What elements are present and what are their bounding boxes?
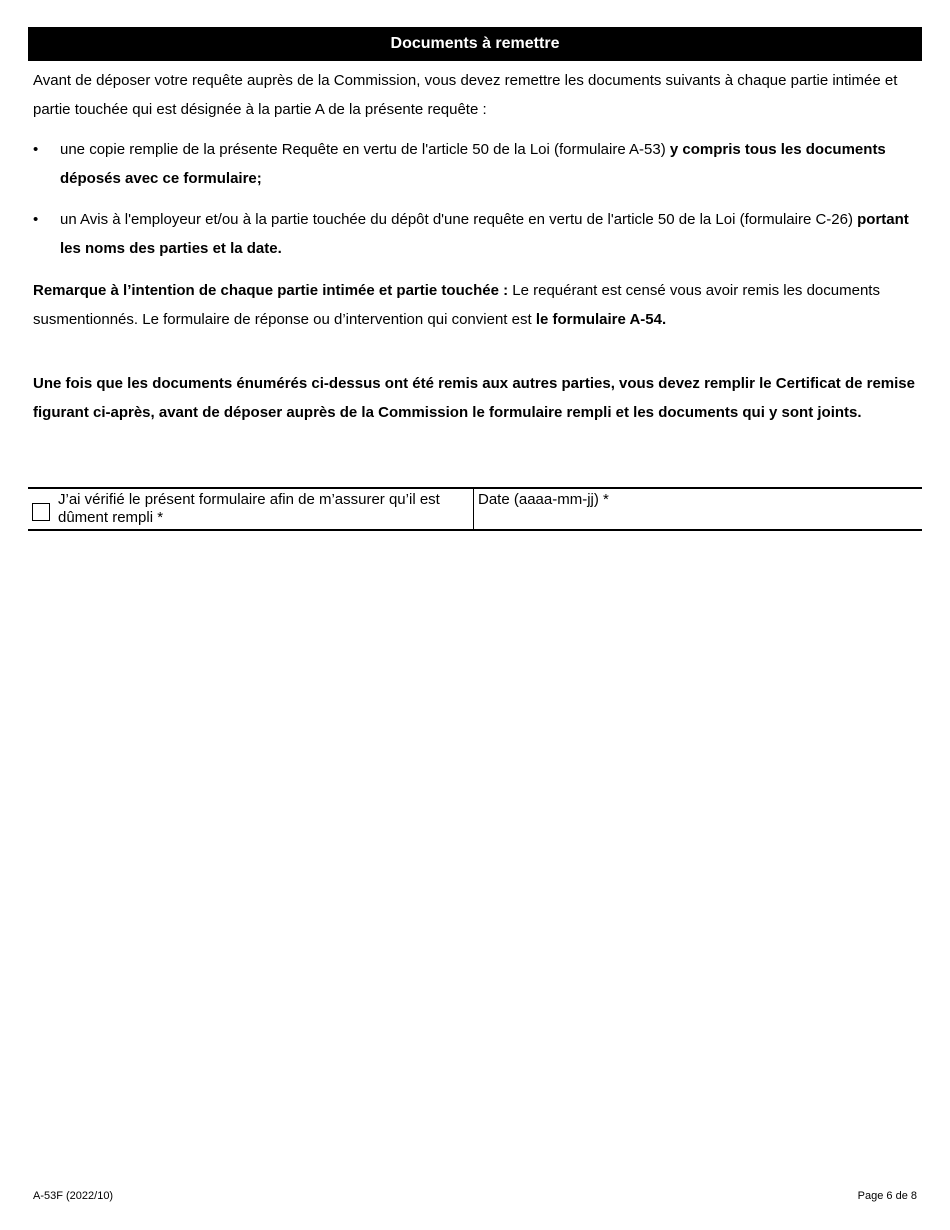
verification-label: J’ai vérifié le présent formulaire afin de m’assurer qu’il est dûment rempli * — [58, 491, 440, 526]
remark-paragraph: Remarque à l’intention de chaque partie intimée et partie touchée : Le requérant est censé vous avoir remis les documents susmentionnés. Le formulaire de réponse ou d’intervention qui convient est le formulaire A-54. — [33, 282, 880, 328]
list-item — [33, 135, 918, 193]
section-header — [28, 27, 922, 61]
section-title: Documents à remettre — [390, 35, 560, 52]
list-item — [33, 205, 918, 263]
bullet-text: une copie remplie de la présente Requête en vertu de l'article 50 de la Loi (formulaire A-53) y compris tous les documents déposés avec ce formulaire; — [60, 141, 886, 187]
verification-cell — [28, 489, 474, 529]
form-id: A-53F (2022/10) — [33, 1190, 114, 1202]
date-cell — [474, 489, 922, 529]
bullet-text: un Avis à l'employeur et/ou à la partie touchée du dépôt d'une requête en vertu de l'article 50 de la Loi (formulaire C-26) portant les noms des parties et la date. — [60, 211, 909, 257]
bullet-marker: • — [33, 211, 39, 228]
date-label: Date (aaaa-mm-jj) * — [478, 491, 609, 508]
verification-checkbox[interactable] — [32, 503, 50, 521]
intro-paragraph: Avant de déposer votre requête auprès de la Commission, vous devez remettre les documents suivants à chaque partie intimée et partie touchée qui est désignée à la partie A de la présente requête : — [33, 72, 898, 118]
date-input[interactable] — [478, 509, 918, 529]
page-number: Page 6 de 8 — [857, 1190, 917, 1202]
instruction-paragraph: Une fois que les documents énumérés ci-dessus ont été remis aux autres parties, vous devez remplir le Certificat de remise figurant ci-après, avant de déposer auprès de la Commission le formulaire rempli et les documents qui y sont joints. — [33, 375, 915, 421]
bullet-marker: • — [33, 141, 39, 158]
certification-table — [28, 487, 922, 531]
